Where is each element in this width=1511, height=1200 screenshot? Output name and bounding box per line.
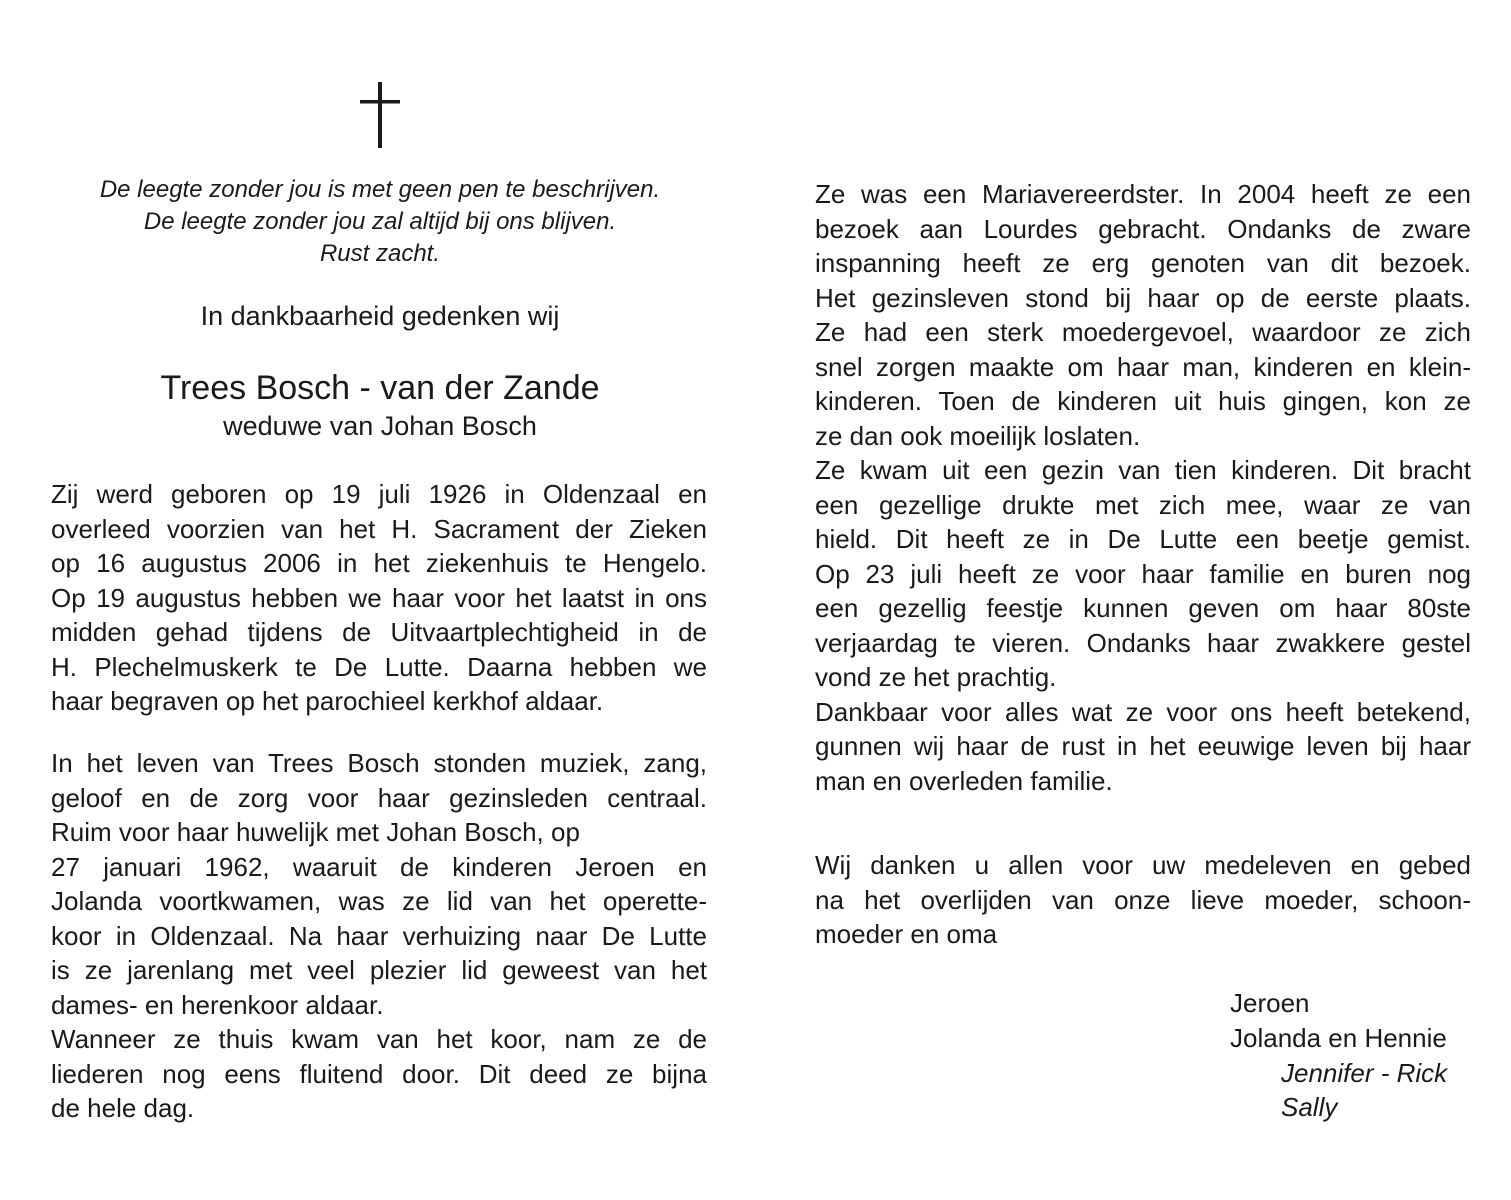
text-line: dames- en herenkoor aldaar.: [51, 989, 384, 1020]
poem-line: Rust zacht.: [319, 240, 441, 267]
intro-text: In dankbaarheid gedenken wij: [200, 301, 560, 331]
text-line: man en overleden familie.: [815, 765, 1113, 796]
text-line: snel zorgen maakte om haar man, kinderen en klein-: [815, 351, 1471, 382]
widow-line: weduwe van Johan Bosch: [223, 411, 537, 441]
biography-paragraph-1: [51, 477, 707, 719]
poem-line: De leegte zonder jou is met geen pen te beschrijven.: [99, 176, 661, 203]
signature-jolanda: Jolanda en Hennie: [1230, 1023, 1447, 1053]
text-line: Ze kwam uit een gezin van tien kinderen. Dit bracht: [815, 455, 1471, 485]
text-line: Ruim voor haar huwelijk met Johan Bosch, op: [51, 817, 580, 847]
text-line: Wij danken u allen voor uw medeleven en gebed: [815, 850, 1471, 880]
text-line: gunnen wij haar de rust in het eeuwige leven bij haar: [815, 731, 1471, 761]
text-line: Jolanda voortkwamen, was ze lid van het operette-: [51, 886, 707, 916]
text-line: haar begraven op het parochieel kerkhof aldaar.: [51, 686, 604, 716]
text-line: Op 23 juli heeft ze voor haar familie en buren nog: [815, 558, 1471, 589]
text-line: na het overlijden van onze lieve moeder, schoon-: [815, 884, 1471, 915]
text-line: verjaardag te vieren. Ondanks haar zwakkere gestel: [815, 627, 1471, 658]
thanks-paragraph: [815, 848, 1471, 952]
signature-jennifer: Jennifer - Rick: [1281, 1058, 1448, 1088]
text-line: Wanneer ze thuis kwam van het koor, nam ze de: [51, 1024, 707, 1054]
text-line: liederen nog eens fluitend door. Dit deed ze bijna: [51, 1058, 707, 1089]
text-line: kinderen. Toen de kinderen uit huis gingen, kon ze: [815, 386, 1471, 416]
text-line: inspanning heeft ze erg genoten van dit bezoek.: [815, 248, 1471, 278]
text-line: is ze jarenlang met veel plezier lid geweest van het: [51, 955, 707, 985]
text-line: een gezellige drukte met zich mee, waar ze van: [815, 489, 1471, 520]
deceased-name: Trees Bosch - van der Zande: [160, 369, 600, 407]
biography-paragraph-2: [51, 746, 707, 1126]
text-line: de hele dag.: [51, 1093, 195, 1123]
text-line: Ze was een Mariavereerdster. In 2004 heeft ze een: [815, 179, 1471, 209]
text-line: Zij werd geboren op 19 juli 1926 in Oldenzaal en: [51, 479, 707, 509]
text-line: bezoek aan Lourdes gebracht. Ondanks de zware: [815, 213, 1471, 244]
signature-jeroen: Jeroen: [1230, 988, 1310, 1018]
text-line: vond ze het prachtig.: [815, 662, 1057, 692]
biography-paragraph-3: [815, 177, 1471, 798]
text-line: 27 januari 1962, waaruit de kinderen Jeroen en: [51, 851, 707, 882]
text-line: overleed voorzien van het H. Sacrament der Zieken: [51, 513, 707, 544]
poem-line: De leegte zonder jou zal altijd bij ons blijven.: [143, 208, 617, 235]
text-line: H. Plechelmuskerk te De Lutte. Daarna hebben we: [51, 651, 707, 682]
poem: [40, 174, 720, 270]
text-line: op 16 augustus 2006 in het ziekenhuis te Hengelo.: [51, 548, 707, 578]
text-line: een gezellig feestje kunnen geven om haar 80ste: [815, 593, 1471, 623]
text-line: Het gezinsleven stond bij haar op de eerste plaats.: [815, 282, 1471, 313]
text-line: Op 19 augustus hebben we haar voor het laatst in ons: [51, 582, 707, 613]
text-line: moeder en oma: [815, 919, 998, 949]
text-line: midden gehad tijdens de Uitvaartplechtigheid in de: [51, 617, 707, 647]
signature-sally: Sally: [1281, 1092, 1338, 1122]
text-line: Dankbaar voor alles wat ze voor ons heeft betekend,: [815, 696, 1471, 727]
text-line: ze dan ook moeilijk loslaten.: [815, 420, 1141, 451]
cross-icon: [350, 80, 410, 150]
text-line: geloof en de zorg voor haar gezinsleden centraal.: [51, 782, 707, 813]
text-line: In het leven van Trees Bosch stonden muziek, zang,: [51, 748, 707, 778]
text-line: koor in Oldenzaal. Na haar verhuizing naar De Lutte: [51, 920, 707, 951]
text-line: hield. Dit heeft ze in De Lutte een beetje gemist.: [815, 524, 1471, 554]
text-line: Ze had een sterk moedergevoel, waardoor ze zich: [815, 317, 1471, 347]
